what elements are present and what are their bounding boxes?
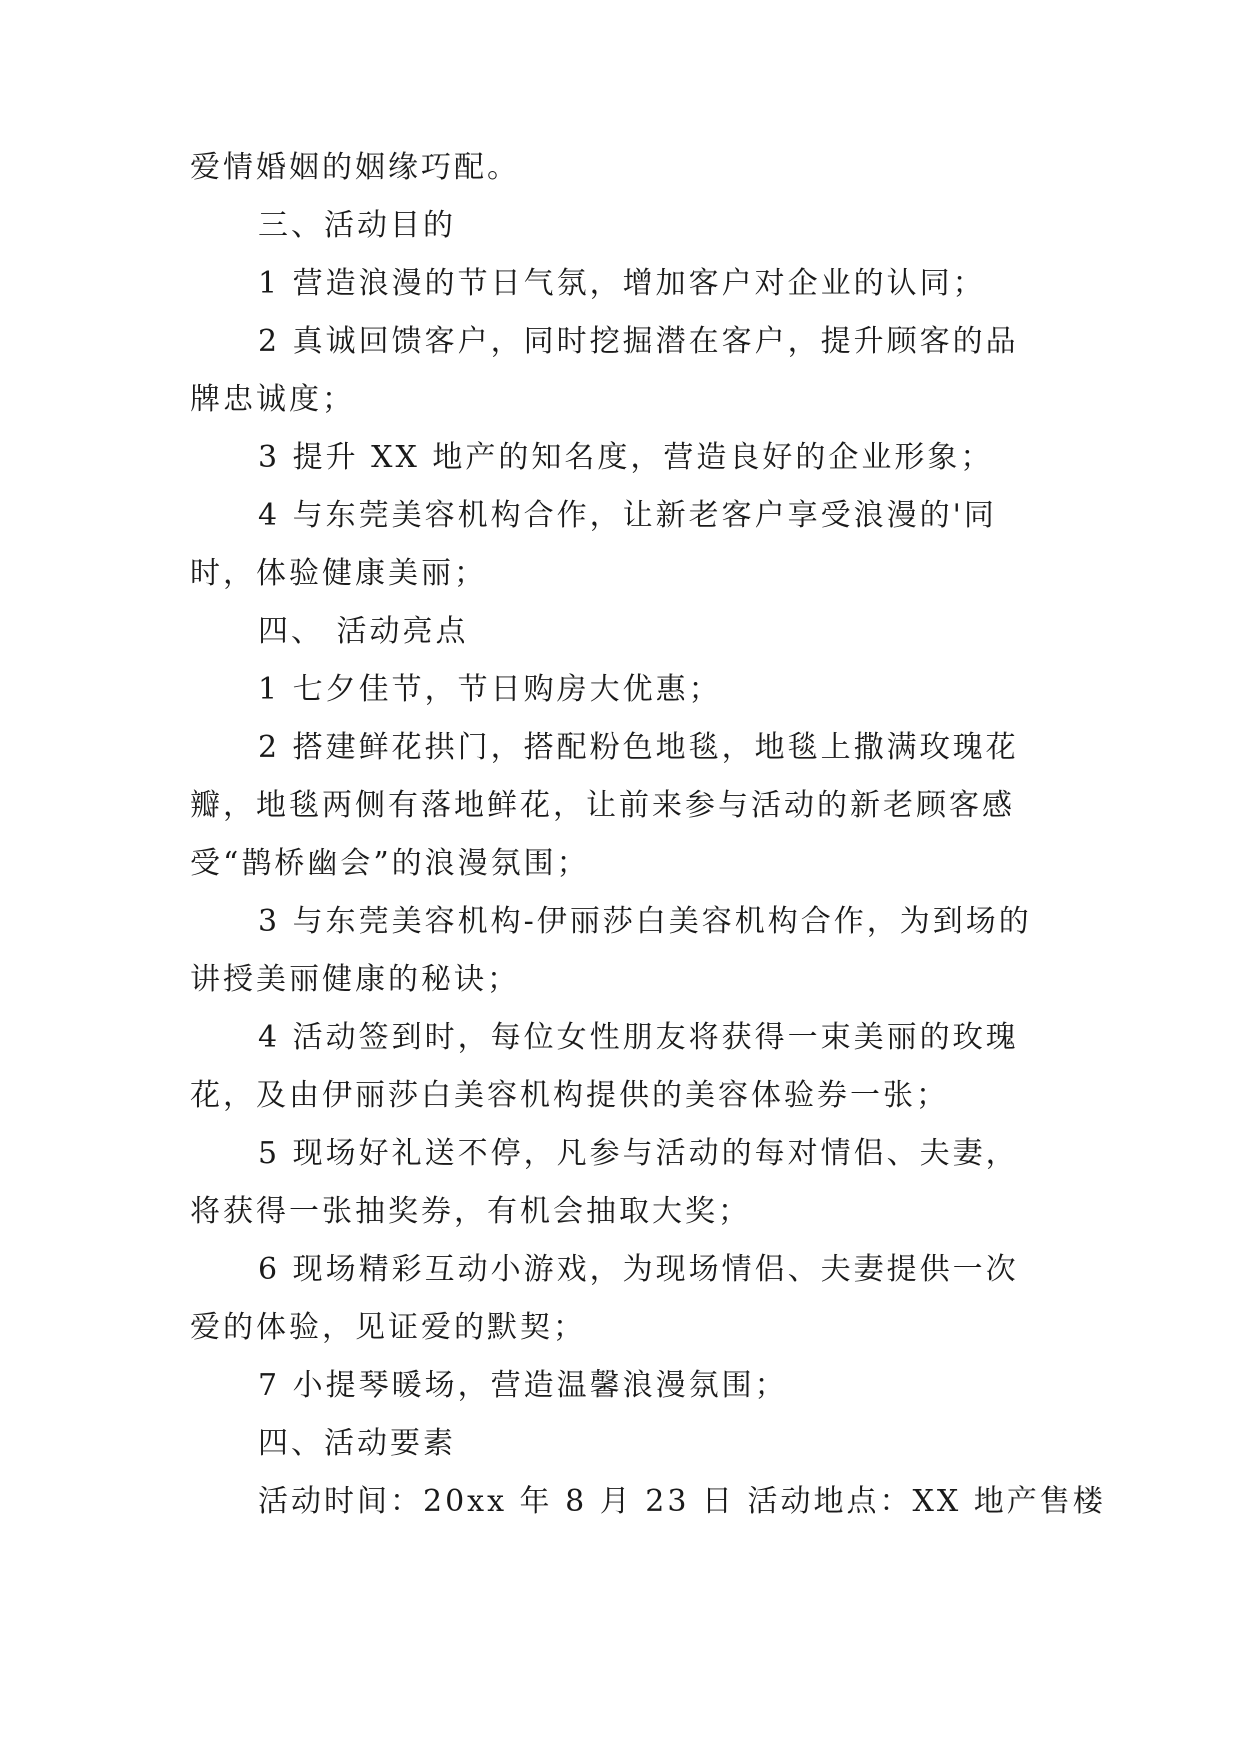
goal-item-3: 3 提升 XX 地产的知名度，营造良好的企业形象； xyxy=(258,440,994,475)
paragraph-intro-tail: 爱情婚姻的姻缘巧配。 xyxy=(190,150,520,185)
goal-item-4: 4 与东莞美容机构合作，让新老客户享受浪漫的'同时，体验健康美丽； xyxy=(190,498,997,591)
heading-activity-goals: 三、活动目的 xyxy=(258,208,456,243)
activity-time-location: 活动时间：20xx 年 8 月 23 日 活动地点：XX 地产售楼 xyxy=(258,1484,1106,1519)
highlight-item-3: 3 与东莞美容机构-伊丽莎白美容机构合作，为到场的讲授美丽健康的秘诀； xyxy=(190,904,1032,997)
heading-activity-highlights: 四、 活动亮点 xyxy=(258,614,469,649)
highlight-item-6: 6 现场精彩互动小游戏，为现场情侣、夫妻提供一次爱的体验，见证爱的默契； xyxy=(190,1252,1019,1345)
goal-item-2: 2 真诚回馈客户，同时挖掘潜在客户，提升顾客的品牌忠诚度； xyxy=(190,324,1019,417)
highlight-item-7: 7 小提琴暖场，营造温馨浪漫氛围； xyxy=(258,1368,788,1403)
goal-item-1: 1 营造浪漫的节日气氛，增加客户对企业的认同； xyxy=(258,266,986,301)
highlight-item-4: 4 活动签到时，每位女性朋友将获得一束美丽的玫瑰花，及由伊丽莎白美容机构提供的美容体验券一张； xyxy=(190,1020,1019,1113)
heading-activity-elements: 四、活动要素 xyxy=(258,1426,456,1461)
highlight-item-5: 5 现场好礼送不停，凡参与活动的每对情侣、夫妻，将获得一张抽奖券，有机会抽取大奖； xyxy=(190,1136,1019,1229)
highlight-item-1: 1 七夕佳节，节日购房大优惠； xyxy=(258,672,722,707)
highlight-item-2: 2 搭建鲜花拱门，搭配粉色地毯，地毯上撒满玫瑰花瓣，地毯两侧有落地鲜花，让前来参与活动的新老顾客感受“鹊桥幽会”的浪漫氛围； xyxy=(190,730,1019,881)
